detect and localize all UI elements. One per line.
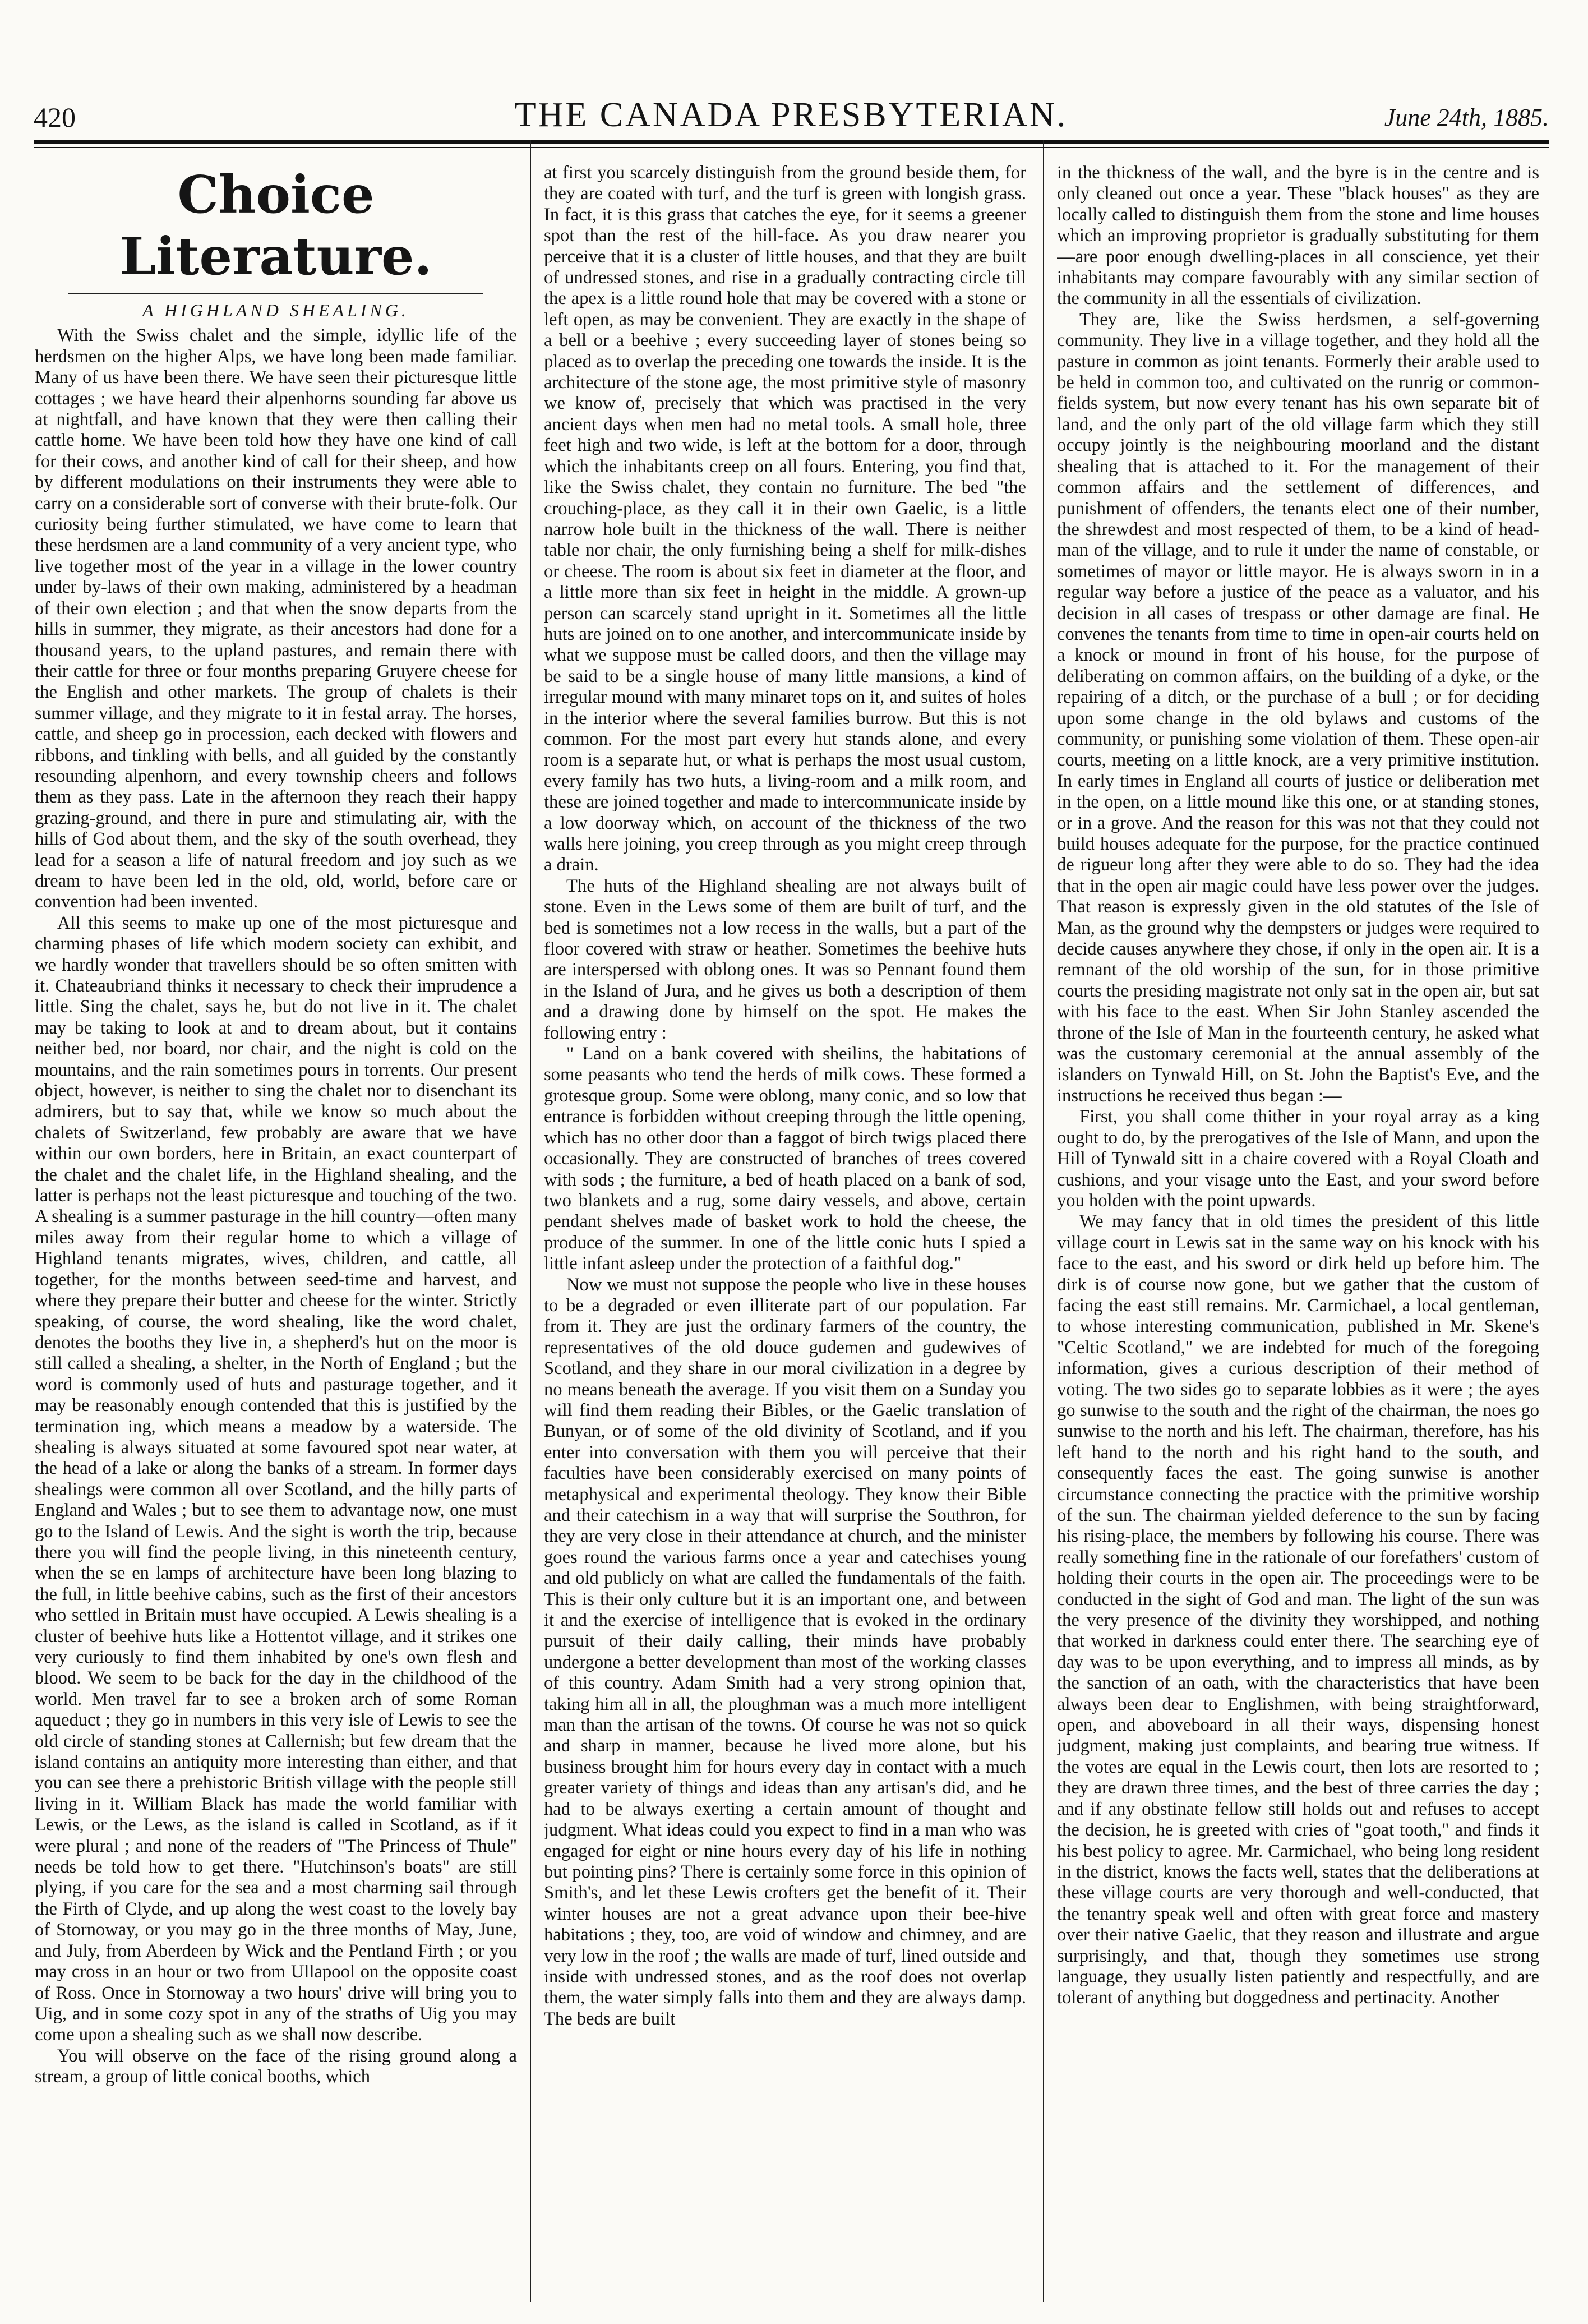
- paragraph: in the thickness of the wall, and the byre is in the centre and is only cleaned out once a year. These "black houses" as they are locally called to distinguish them from the stone and lime houses which an improving proprietor is gradually substituting for them—are poor enough dwelling-places in all conscience, yet their inhabitants may compare favourably with any similar section of the community in all the essentials of civilization.: [1057, 163, 1539, 309]
- column-divider: [530, 140, 531, 2302]
- paragraph: With the Swiss chalet and the simple, idyllic life of the herdsmen on the higher Alps, we have long been made familiar. Many of us have been there. We have seen their picturesque little cottages ; we have heard their alpenhorns sounding far above us at nightfall, and have known that they were then calling their cattle home. We have been told how they have one kind of call for their cows, and another kind of call for their sheep, and how by different modulations on their instruments they were able to carry on a considerable sort of converse with their brute-folk. Our curiosity being further stimulated, we have come to learn that these herdsmen are a land community of a very ancient type, who live together most of the year in a village in the lower country under by-laws of their own making, administered by a headman of their own election ; and that when the snow departs from the hills in summer, they migrate, as their ancestors had done for a thousand years, to the upland pastures, and remain there with their cattle for three or four months preparing Gruyere cheese for the English and other markets. The group of chalets is their summer village, and they migrate to it in festal array. The horses, cattle, and sheep go in procession, each decked with flowers and ribbons, and tinkling with bells, and all guided by the constantly resounding alpenhorn, and every township cheers and follows them as they pass. Late in the afternoon they reach their happy grazing-ground, and there in pure and stimulating air, with the hills of God about them, and the sky of the south overhead, they lead for a season a life of natural freedom and joy such as we dream to have been led in the old, old, world, before care or convention had been invented.: [35, 325, 517, 912]
- paragraph: All this seems to make up one of the most picturesque and charming phases of life which modern society can exhibit, and we hardly wonder that travellers should be so often smitten with it. Chateaubriand thinks it necessary to check their imprudence a little. Sing the chalet, says he, but do not live in it. The chalet may be taking to look at and to dream about, but it contains neither bed, nor board, nor chair, and the night is cold on the mountains, and the rain sometimes pours in torrents. Our present object, however, is neither to sing the chalet nor to disenchant its admirers, but to say that, while we know so much about the chalets of Switzerland, few probably are aware that we have within our own borders, here in Britain, an exact counterpart of the chalet and the chalet life, in the Highland shealing, and the latter is perhaps not the least picturesque and touching of the two. A shealing is a summer pasturage in the hill country—often many miles away from their regular home to which a village of Highland tenants migrates, wives, children, and cattle, all together, for the months between seed-time and harvest, and where they prepare their butter and cheese for the winter. Strictly speaking, of course, the word shealing, like the word chalet, denotes the booths they live in, a shepherd's hut on the moor is still called a shealing, a shelter, in the North of England ; but the word is commonly used of huts and pasturage together, and it may be reasonably enough contended that this is justified by the termination ing, which means a meadow by a waterside. The shealing is always situated at some favoured spot near water, at the head of a lake or along the banks of a stream. In former days shealings were common all over Scotland, and the hilly parts of England and Wales ; but to see them to advantage now, one must go to the Island of Lewis. And the sight is worth the trip, because there you will find the people living, in this nineteenth century, when the se en lamps of architecture have been long blazing to the full, in little beehive cabins, such as the first of their ancestors who settled in Britain must have occupied. A Lewis shealing is a cluster of beehive huts like a Hottentot village, and it strikes one very curiously to find them inhabited by one's own flesh and blood. We seem to be back for the day in the childhood of the world. Men travel far to see a broken arch of some Roman aqueduct ; they go in numbers in this very isle of Lewis to see the old circle of standing stones at Callernish; but few dream that the island contains an antiquity more interesting than either, and that you can see there a prehistoric British village with the people still living in it. William Black has made the world familiar with Lewis, or the Lews, as the island is called in Scotland, as if it were plural ; and none of the readers of "The Princess of Thule" needs be told how to get there. "Hutchinson's boats" are still plying, if you care for the sea and a most charming sail through the Firth of Clyde, and up along the west coast to the lovely bay of Stornoway, or you may go in the three months of May, June, and July, from Aberdeen by Wick and the Pentland Firth ; or you may cross in an hour or two from Ullapool on the opposite coast of Ross. Once in Stornoway a two hours' drive will bring you to Uig, and in some cozy spot in any of the straths of Uig you may come upon a shealing such as we shall now describe.: [35, 912, 517, 2045]
- header-rule-thick: [34, 140, 1549, 144]
- paragraph: You will observe on the face of the rising ground along a stream, a group of little conical booths, which: [35, 2045, 517, 2087]
- issue-date: June 24th, 1885.: [1384, 104, 1549, 131]
- paragraph: They are, like the Swiss herdsmen, a self-governing community. They live in a village together, and they hold all the pasture in common as joint tenants. Formerly their arable used to be held in common too, and cultivated on the runrig or common-fields system, but now every tenant has his own separate bit of land, and the only part of the old village farm which they still occupy jointly is the neighbouring moorland and the distant shealing that is attached to it. For the management of their common affairs and the settlement of differences, and punishment of offenders, the tenants elect one of their number, the shrewdest and most respected of them, to be a kind of head-man of the village, and to rule it under the name of constable, or sometimes of mayor or little mayor. He is always sworn in in a regular way before a justice of the peace as a valuator, and his decision in all cases of trespass or other damage are final. He convenes the tenants from time to time in open-air courts held on a knock or mound in front of his house, for the purpose of deliberating on common affairs, on the building of a dyke, or the repairing of a ditch, or the purchase of a bull ; or for deciding upon some change in the old bylaws and customs of the community, or punishing some violation of them. These open-air courts, meeting on a little knock, are a very primitive institution. In early times in England all courts of justice or deliberation met in the open, on a little mound like this one, or at standing stones, or in a grove. And the reason for this was not that they could not build houses adequate for the purpose, for the practice continued de rigueur long after they were able to do so. They had the idea that in the open air magic could have less power over the judges. That reason is expressly given in the old statutes of the Isle of Man, as the ground why the dempsters or judges were required to decide causes anywhere they chose, if only in the open air. It is a remnant of the old worship of the sun, for in those primitive courts the presiding magistrate not only sat in the open air, but sat with his face to the east. When Sir John Stanley ascended the throne of the Isle of Man in the fourteenth century, he asked what was the customary ceremonial at the annual assembly of the islanders on Tynwald Hill, on St. John the Baptist's Eve, and the instructions he received thus began :—: [1057, 309, 1539, 1106]
- paragraph: at first you scarcely distinguish from the ground beside them, for they are coated with turf, and the turf is green with longish grass. In fact, it is this grass that catches the eye, for it seems a greener spot than the rest of the hill-face. As you draw nearer you perceive that it is a cluster of little houses, and that they are built of undressed stones, and rise in a gradually contracting circle till the apex is a little round hole that may be covered with a stone or left open, as may be convenient. They are exactly in the shape of a bell or a beehive ; every succeeding layer of stones being so placed as to overlap the preceding one towards the inside. It is the architecture of the stone age, the most primitive style of masonry we know of, precisely that which was practised in the very ancient days when men had no metal tools. A small hole, three feet high and two wide, is left at the bottom for a door, through which the inhabitants creep on all fours. Entering, you find that, like the Swiss chalet, they contain no furniture. The bed "the crouching-place, as they call it in their own Gaelic, is a little narrow hole built in the thickness of the wall. There is neither table nor chair, the only furnishing being a shelf for milk-dishes or cheese. The room is about six feet in diameter at the floor, and a little more than six feet in height in the middle. A grown-up person can scarcely stand upright in it. Sometimes all the little huts are joined on to one another, and intercommunicate inside by what we suppose must be called doors, and then the village may be said to be a single house of many little mansions, a kind of irregular mound with many minaret tops on it, and suites of holes in the interior where the several families burrow. But this is not common. For the most part every hut stands alone, and every room is a separate hut, or what is perhaps the most usual custom, every family has two huts, a living-room and a milk room, and these are joined together and made to intercommunicate inside by a low doorway which, on account of the thickness of the two walls here joining, you creep through as you might creep through a drain.: [544, 163, 1026, 875]
- column-3: [1057, 163, 1539, 2302]
- quotation: " Land on a bank covered with sheilins, the habitations of some peasants who tend the herds of milk cows. These formed a grotesque group. Some were oblong, many conic, and so low that entrance is forbidden without creeping through the little opening, which has no other door than a faggot of birch twigs placed there occasionally. They are constructed of branches of trees covered with sods ; the furniture, a bed of heath placed on a bank of sod, two blankets and a rug, some dairy vessels, and above, certain pendant shelves made of basket work to hold the cheese, the produce of the summer. In one of the little conic huts I spied a little infant asleep under the protection of a faithful dog.": [544, 1044, 1026, 1274]
- paragraph: The huts of the Highland shealing are not always built of stone. Even in the Lews some of them are built of turf, and the bed is sometimes not a low recess in the walls, but a part of the floor covered with straw or heather. Sometimes the beehive huts are interspersed with oblong ones. It was so Pennant found them in the Island of Jura, and he gives us both a description of them and a drawing done by himself on the spot. He makes the following entry :: [544, 875, 1026, 1043]
- column-2: [544, 163, 1026, 2302]
- section-title: Choice Literature.: [119, 164, 432, 287]
- paragraph: Now we must not suppose the people who live in these houses to be a degraded or even illiterate part of our population. Far from it. They are just the ordinary farmers of the country, the representatives of the old douce gudemen and gudewives of Scotland, and they share in our moral civilization in a degree by no means beneath the average. If you visit them on a Sunday you will find them reading their Bibles, or the Gaelic translation of Bunyan, or of some of the old divinity of Scotland, and if you enter into conversation with them you will perceive that their faculties have been considerably exercised on many points of metaphysical and experimental theology. They know their Bible and their catechism in a way that will surprise the Southron, for they are very close in their attendance at church, and the minister goes round the various farms once a year and catechises young and old publicly on what are called the fundamentals of the faith. This is their only culture but it is an important one, and between it and the exercise of intelligence that is evoked in the ordinary pursuit of their daily calling, their minds have probably undergone a better development than most of the working classes of this country. Adam Smith had a very strong opinion that, taking him all in all, the ploughman was a much more intelligent man than the artisan of the towns. Of course he was not so quick and sharp in manner, because he lived more alone, but his business brought him for hours every day in contact with a much greater variety of things and ideas than any artisan's did, and he had to be always exerting a certain amount of thought and judgment. What ideas could you expect to find in a man who was engaged for eight or nine hours every day of his life in nothing but pointing pins? There is certainly some force in this opinion of Smith's, and let these Lewis crofters get the benefit of it. Their winter houses are not a great advance upon their bee-hive habitations ; they, too, are void of window and chimney, and are very low in the roof ; the walls are made of turf, lined outside and inside with undressed stones, and as the roof does not overlap them, the water simply falls into them and they are always damp. The beds are built: [544, 1274, 1026, 2029]
- header-rule-thin: [34, 147, 1549, 148]
- page-header: [34, 95, 1549, 140]
- page-number: 420: [34, 102, 76, 133]
- column-1: [35, 163, 517, 2302]
- column-divider: [1043, 140, 1044, 2302]
- article-subtitle: A HIGHLAND SHEALING.: [142, 300, 409, 320]
- quotation: First, you shall come thither in your royal array as a king ought to do, by the prerogatives of the Isle of Mann, and upon the Hill of Tynwald sitt in a chaire covered with a Royal Cloath and cushions, and your visage unto the East, and your sword before you holden with the point upwards.: [1057, 1106, 1539, 1211]
- paragraph: We may fancy that in old times the president of this little village court in Lewis sat in the same way on his knock with his face to the east, and his sword or dirk held up before him. The dirk is of course now gone, but we gather that the custom of facing the east still remains. Mr. Carmichael, a local gentleman, to whose interesting communication, published in Mr. Skene's "Celtic Scotland," we are indebted for much of the foregoing information, gives a curious description of their method of voting. The two sides go to separate lobbies as it were ; the ayes go sunwise to the south and the right of the chairman, the noes go sunwise to the north and his left. The chairman, therefore, has his left hand to the north and his right hand to the south, and consequently faces the east. The going sunwise is another circumstance connecting the practice with the primitive worship of the sun. The chairman yielded deference to the sun by facing his rising-place, the members by following his course. There was really something fine in the rationale of our forefathers' custom of holding their courts in the open air. The proceedings were to be conducted in the sight of God and man. The light of the sun was the very presence of the divinity they worshipped, and nothing that worked in darkness could enter there. The searching eye of day was to be upon everything, and to impress all minds, as by the sanction of an oath, with the characteristics that have been always been dear to Englishmen, with being straightforward, open, and aboveboard in all their ways, dispensing honest judgment, making just complaints, and bearing true witness. If the votes are equal in the Lewis court, then lots are resorted to ; they are drawn three times, and the best of three carries the day ; and if any obstinate fellow still holds out and refuses to accept the decision, he is greeted with cries of "goat tooth," and finds it his best policy to agree. Mr. Carmichael, who being long resident in the district, knows the facts well, states that the deliberations at these village courts are very thorough and well-conducted, that the tenantry speak well and often with great force and mastery over their native Gaelic, that they reason and illustrate and argue surprisingly, and that, though they sometimes use strong language, they usually listen patiently and respectfully, and are tolerant of anything but doggedness and pertinacity. Another: [1057, 1211, 1539, 2008]
- journal-title: THE CANADA PRESBYTERIAN.: [514, 96, 1068, 134]
- section-title-rule: [68, 293, 483, 294]
